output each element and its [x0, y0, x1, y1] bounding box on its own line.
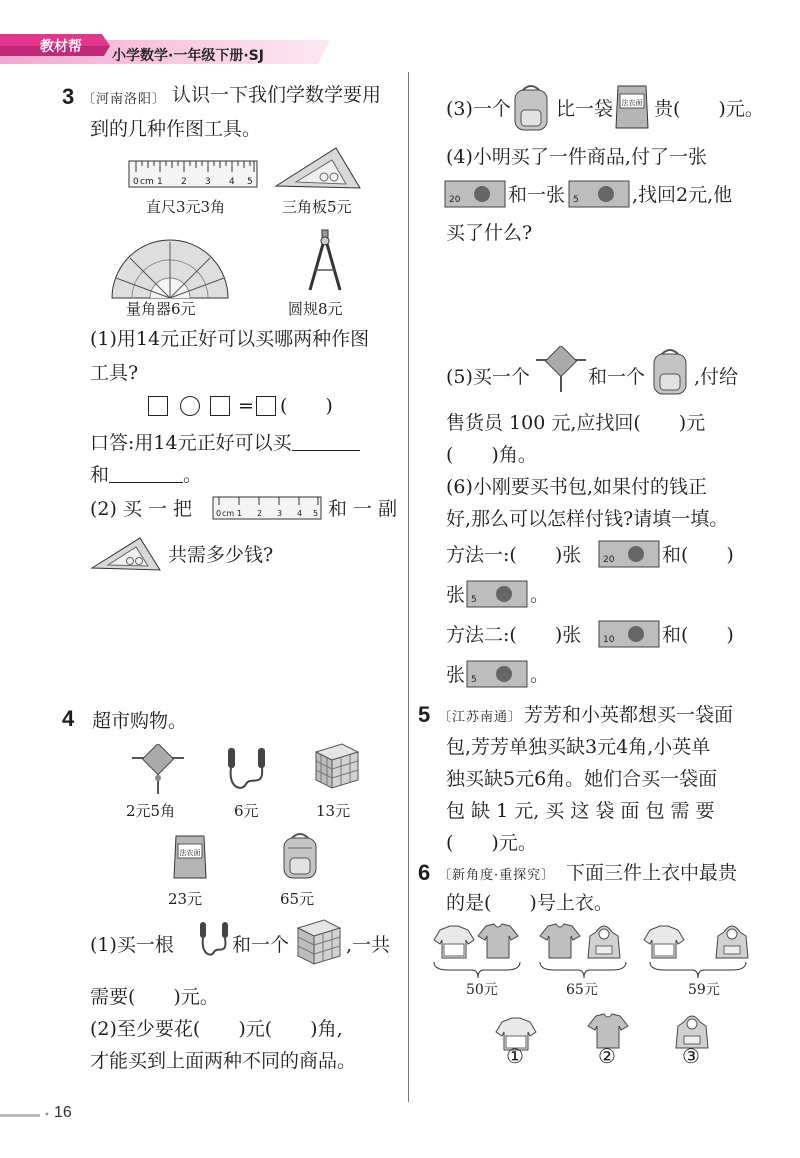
chinese-knot-inline-icon [534, 346, 588, 394]
question-5-number: 5 [418, 702, 431, 727]
compass-caption: 圆规8元 [288, 300, 343, 318]
ruler-tick-5: 5 [247, 177, 253, 187]
book-title: 小学数学·一年级下册·SJ [112, 48, 264, 64]
shirt-label-1: ① [506, 1044, 524, 1068]
jump-rope-inline-icon [198, 920, 232, 960]
brace-1 [434, 962, 520, 978]
header-bar [0, 34, 330, 68]
ruler-tick-0: 0 [133, 177, 139, 187]
brace-2 [540, 962, 626, 978]
banknote-5-m1-value: 5 [471, 595, 477, 605]
banknote-5-m2-value: 5 [471, 675, 477, 685]
pair-3-price: 59元 [688, 982, 720, 998]
bread-bag-inline-icon [612, 82, 652, 132]
answer-end: 。 [183, 464, 203, 486]
ruler-small-icon [212, 496, 322, 520]
question-6-tag: 〔新角度·重探究〕 [438, 868, 556, 883]
small-ruler-tick-2: 2 [257, 509, 263, 518]
banknote-20-icon-m1 [598, 540, 660, 568]
question-3-tag: 〔河南洛阳〕 [82, 92, 167, 107]
method1-b: 和( ) [662, 544, 734, 566]
jump-rope-icon [224, 744, 270, 794]
ruler-tick-3: 3 [205, 177, 211, 187]
q4-part6-a: (6)小刚要买书包,如果付的钱正 [446, 476, 707, 498]
q3-part2-c: 共需多少钱? [168, 544, 274, 566]
banknote-20-value: 20 [449, 195, 461, 205]
q4-part4-d: 买了什么? [446, 222, 533, 244]
knot-price: 2元5角 [126, 802, 176, 820]
bread-bag-icon [170, 832, 210, 882]
column-divider [408, 72, 409, 1102]
banknote-10-icon-m2 [598, 620, 660, 648]
brace-3 [650, 962, 746, 978]
question-6-number: 6 [418, 860, 431, 885]
q4-part4-a: (4)小明买了一件商品,付了一张 [446, 146, 707, 168]
small-ruler-tick-cm: cm [222, 509, 235, 518]
backpack-inline-icon-2 [648, 346, 692, 398]
q4-part1-c: ,一共 [346, 934, 391, 956]
question-3-line1: 认识一下我们学数学要用 [172, 84, 382, 106]
ruler-tick-4: 4 [229, 177, 235, 187]
q4-part1-d: 需要( )元。 [90, 986, 219, 1008]
q3-part2-a: (2) 买 一 把 [90, 498, 193, 520]
banknote-10-m2-value: 10 [603, 635, 615, 645]
q4-part3-b: 比一袋 [556, 98, 614, 120]
ruler-icon [128, 160, 258, 188]
bread-bag-label: 法农面 [179, 849, 201, 857]
q5-line2: 包,芳芳单独买缺3元4角,小英单 [446, 736, 711, 758]
q4-part5-e: ( )角。 [446, 444, 537, 466]
pair-1-sweatshirt [434, 926, 474, 958]
ruler-caption: 直尺3元3角 [146, 198, 226, 216]
question-3-number: 3 [62, 84, 75, 109]
answer-blank-2[interactable] [109, 466, 183, 483]
backpack-price: 65元 [280, 890, 315, 908]
question-4-number: 4 [62, 706, 75, 731]
answer-text: 口答:用14元正好可以买 [90, 432, 292, 454]
banknote-5-icon-m2 [466, 660, 528, 688]
method2-b: 和( ) [662, 624, 734, 646]
method1-end: 。 [530, 584, 550, 606]
q4-part5-a: (5)买一个 [446, 366, 530, 388]
question-5-tag: 〔江苏南通〕 [438, 710, 523, 725]
q3-part2-b: 和 一 副 [328, 498, 398, 520]
q6-line1: 下面三件上衣中最贵 [566, 862, 738, 884]
ruler-tick-cm: cm [140, 177, 154, 187]
footer-dot: • [44, 1110, 50, 1121]
shirt-2-tshirt [588, 1014, 628, 1048]
q4-part3-c: 贵( )元。 [654, 98, 764, 120]
q5-line5: ( )元。 [446, 832, 537, 854]
banknote-5-value: 5 [573, 195, 579, 205]
q5-line4: 包 缺 1 元, 买 这 袋 面 包 需 要 [446, 800, 715, 822]
backpack-icon [278, 830, 322, 882]
small-ruler-tick-0: 0 [216, 509, 222, 518]
backpack-inline-icon [510, 82, 552, 134]
pair-2-tshirt [540, 924, 580, 958]
q4-part1-b: 和一个 [232, 934, 290, 956]
answer-and: 和 [90, 464, 110, 486]
small-ruler-tick-1: 1 [237, 509, 243, 518]
triangle-ruler-small-icon [90, 534, 162, 574]
equation-box-2[interactable] [210, 396, 230, 416]
q4-part6-b: 好,那么可以怎样付钱?请填一填。 [446, 508, 729, 530]
q3-part1-line2: 工具? [90, 362, 139, 384]
method2-a: 方法二:( )张 [446, 624, 582, 646]
q5-line1: 芳芳和小英都想买一袋面 [524, 704, 734, 726]
footer-bar [0, 1114, 40, 1117]
shirts-figure [428, 922, 758, 1062]
q4-part2-a: (2)至少要花( )元( )角, [90, 1018, 343, 1040]
answer-blank-1[interactable] [292, 434, 360, 451]
question-4-title: 超市购物。 [92, 710, 188, 732]
question-3-line2: 到的几种作图工具。 [90, 118, 262, 140]
pair-2-price: 65元 [566, 982, 598, 998]
banknote-20-m1-value: 20 [603, 555, 615, 565]
q4-part4-c: ,找回2元,他 [632, 184, 733, 206]
jump-rope-price: 6元 [234, 802, 259, 820]
compass-icon [306, 228, 346, 294]
method1-zhang: 张 [446, 584, 466, 606]
q5-line3: 独买缺5元6角。她们合买一袋面 [446, 768, 718, 790]
protractor-icon [110, 238, 230, 300]
q4-part5-d: 售货员 100 元,应找回( )元 [446, 412, 706, 434]
chinese-knot-icon [130, 744, 186, 796]
method2-end: 。 [530, 664, 550, 686]
q4-part3-a: (3)一个 [446, 98, 511, 120]
q4-part5-b: 和一个 [588, 366, 646, 388]
equation-box-3[interactable] [256, 396, 276, 416]
pair-3-sweatshirt [644, 926, 684, 958]
q3-answer-line2 [90, 464, 202, 486]
rubik-cube-price: 13元 [316, 802, 351, 820]
triangle-ruler-icon [274, 144, 364, 194]
pair-2-hoodie [588, 926, 620, 958]
small-ruler-tick-5: 5 [313, 509, 319, 518]
q4-part5-c: ,付给 [694, 366, 739, 388]
shirt-label-3: ③ [682, 1044, 700, 1068]
ruler-tick-1: 1 [157, 177, 163, 187]
equation-equals: = [238, 395, 254, 417]
q4-part2-b: 才能买到上面两种不同的商品。 [90, 1050, 357, 1072]
small-ruler-tick-4: 4 [297, 509, 303, 518]
rubik-cube-inline-icon [294, 916, 344, 968]
shirt-label-2: ② [598, 1044, 616, 1068]
equation-box-1[interactable] [148, 396, 168, 416]
banknote-20-icon [444, 180, 506, 208]
pair-1-tshirt [478, 924, 518, 958]
triangle-caption: 三角板5元 [282, 198, 352, 216]
banknote-5-icon-m1 [466, 580, 528, 608]
equation-unit-paren: ( ) [280, 395, 333, 417]
pair-1-price: 50元 [466, 982, 498, 998]
method2-zhang: 张 [446, 664, 466, 686]
small-ruler-tick-3: 3 [277, 509, 283, 518]
banknote-5-icon [568, 180, 630, 208]
header-badge: 教材帮 [40, 38, 82, 54]
method1-a: 方法一:( )张 [446, 544, 582, 566]
q3-part1-line1: (1)用14元正好可以买哪两种作图 [90, 328, 370, 350]
protractor-caption: 量角器6元 [126, 300, 196, 318]
bread-bag-price: 23元 [168, 890, 203, 908]
rubik-cube-icon [312, 740, 362, 792]
operator-circle[interactable] [180, 396, 200, 416]
q4-part4-b: 和一张 [508, 184, 566, 206]
q4-part1-a: (1)买一根 [90, 934, 174, 956]
q3-answer-line [90, 432, 360, 454]
q6-line2: 的是( )号上衣。 [446, 892, 613, 914]
bread-bag-inline-label: 法农面 [621, 99, 643, 107]
pair-3-hoodie [716, 926, 748, 958]
ruler-tick-2: 2 [181, 177, 187, 187]
page-number: 16 [54, 1104, 72, 1121]
